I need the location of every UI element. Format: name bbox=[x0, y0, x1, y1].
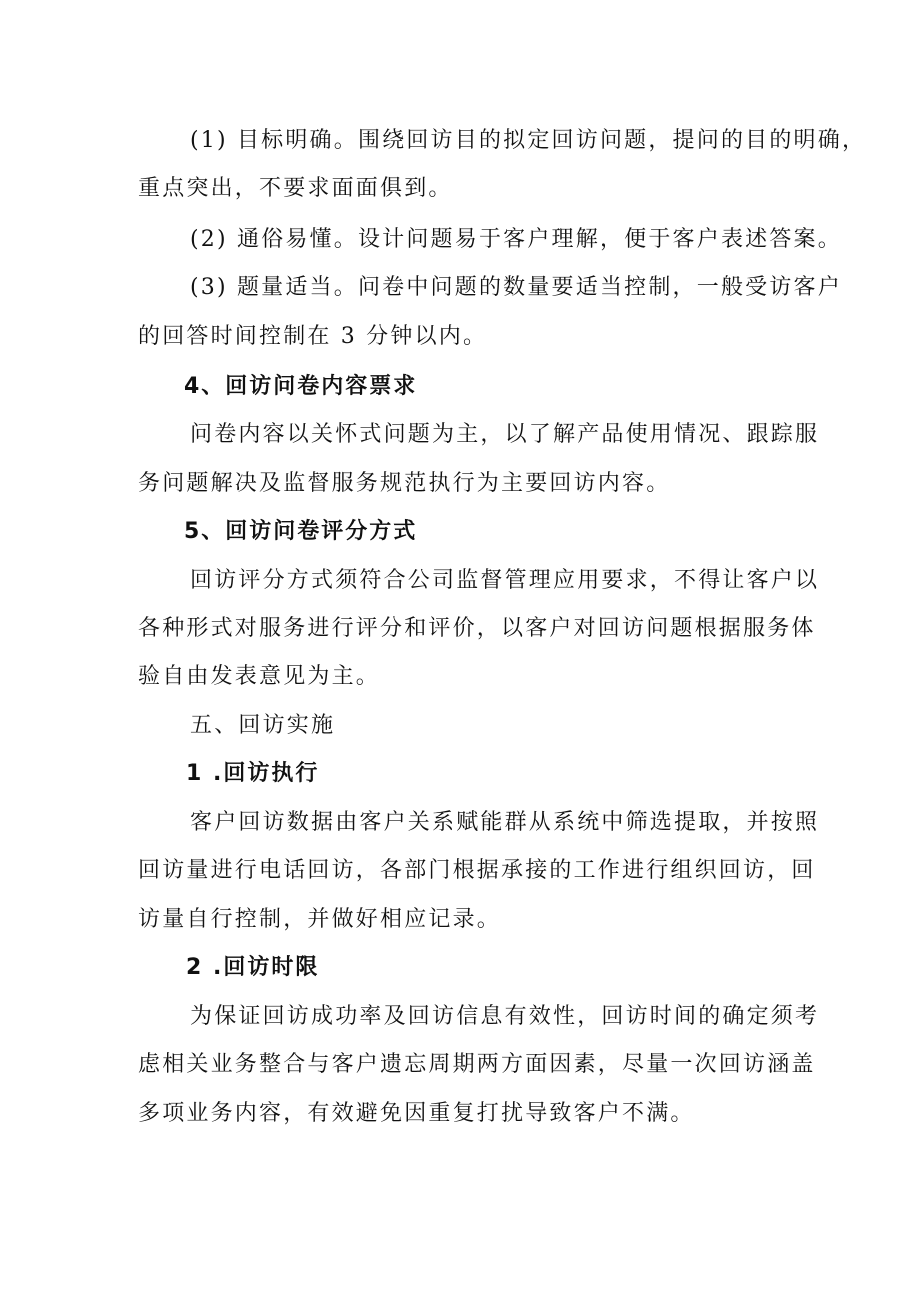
paragraph-time-limit-line-3: 多项业务内容，有效避免因重复打扰导致客户不满。 bbox=[138, 1101, 695, 1126]
paragraph-execution-line-1: 客户回访数据由客户关系赋能群从系统中筛选提取，并按照 bbox=[190, 810, 820, 835]
heading-time-limit: 2 .回访时限 bbox=[186, 955, 320, 980]
paragraph-4-line-1: 问卷内容以关怀式问题为主，以了解产品使用情况、跟踪服 bbox=[190, 422, 820, 447]
heading-4: 4、回访问卷内容票求 bbox=[184, 374, 418, 399]
heading-execution: 1 .回访执行 bbox=[186, 761, 320, 786]
paragraph-3-line-1: (3) 题量适当。问卷中问题的数量要适当控制，一般受访客户 bbox=[190, 275, 842, 300]
section-5-title: 五、回访实施 bbox=[190, 713, 336, 738]
paragraph-4-line-2: 务问题解决及监督服务规范执行为主要回访内容。 bbox=[138, 471, 671, 496]
paragraph-5-line-3: 验自由发表意见为主。 bbox=[138, 664, 381, 689]
paragraph-time-limit-line-1: 为保证回访成功率及回访信息有效性，回访时间的确定须考 bbox=[190, 1004, 820, 1029]
paragraph-execution-line-3: 访量自行控制，并做好相应记录。 bbox=[138, 907, 502, 932]
paragraph-time-limit-line-2: 虑相关业务整合与客户遗忘周期两方面因素，尽量一次回访涵盖 bbox=[138, 1052, 816, 1077]
paragraph-1-line-1: (1) 目标明确。围绕回访目的拟定回访问题，提问的目的明确， bbox=[190, 128, 867, 153]
paragraph-3-line-2: 的回答时间控制在 3 分钟以内。 bbox=[138, 324, 488, 349]
paragraph-2-line-1: (2) 通俗易懂。设计问题易于客户理解，便于客户表述答案。 bbox=[190, 227, 842, 252]
paragraph-1-line-2: 重点突出，不要求面面俱到。 bbox=[138, 176, 453, 201]
heading-5: 5、回访问卷评分方式 bbox=[184, 519, 418, 544]
paragraph-execution-line-2: 回访量进行电话回访，各部门根据承接的工作进行组织回访，回 bbox=[138, 858, 816, 883]
paragraph-5-line-2: 各种形式对服务进行评分和评价，以客户对回访问题根据服务体 bbox=[138, 616, 816, 641]
paragraph-5-line-1: 回访评分方式须符合公司监督管理应用要求，不得让客户以 bbox=[190, 568, 820, 593]
